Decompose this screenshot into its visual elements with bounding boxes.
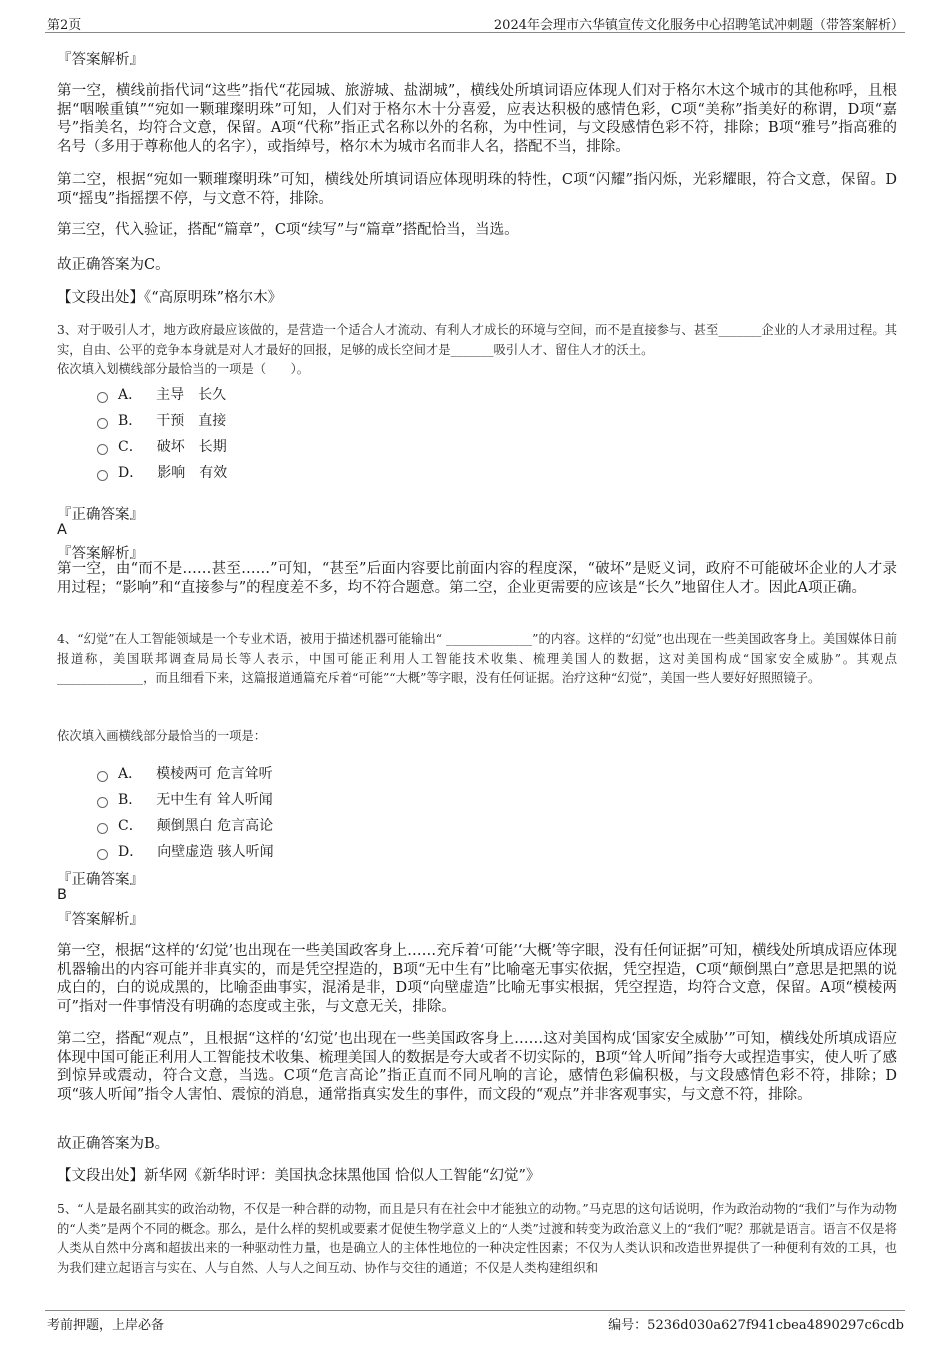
document-title: 2024年会理市六华镇宣传文化服务中心招聘笔试冲刺题（带答案解析） [493,18,904,33]
document-id: 编号：5236d030a627f941cbea4890297c6cdb [608,1318,904,1333]
q2-analysis-label: 『答案解析』 [57,52,144,68]
q3-option-c[interactable]: C． 破坏 长期 [97,436,227,456]
q5-stem: 5、“人是最名副其实的政治动物，不仅是一种合群的动物，而且是只有在社会中才能独立的动物。”马克思的这句话说明，作为政治动物的“我们”与作为动物的“人类”是两个不同的概念。那么，是什么样的契机或要素才促使生物学意义上的“人类”过渡和转变为政治意义上的“我们”呢？那就是语言。语言不仅是将人类从自然中分离和超拔出来的一种驱动性力量，也是确立人的主体性地位的一种决定性因素；不仅为人类认识和改造世界提供了一种便利有效的工具，也为我们建立起语言与实在、人与自然、人与人之间互动、协作与交往的通道；不仅是人类构建组织和 [57,1202,897,1275]
q2-analysis-paragraph-1: 第一空，横线前指代词“这些”指代“花园城、旅游城、盐湖城”，横线处所填词语应体现人们对于格尔木这个城市的其他称呼，且根据“咽喉重镇”“宛如一颗璀璨明珠”可知，人们对于格尔木十分喜爱，应表达积极的感情色彩，C项“美称”指美好的称谓，D项“嘉号”指美名，均符合文意，保留。A项“代称”指正式名称以外的名称，为中性词，与文段感情色彩不符，排除；B项“雅号”指高雅的名号（多用于尊称他人的名字），或指绰号，格尔木为城市名而非人名，搭配不当，排除。 [57,83,897,155]
q4-option-b[interactable]: B． 无中生有 耸人听闻 [97,789,273,809]
radio-button-icon[interactable] [97,392,108,403]
q4-option-a[interactable]: A． 模棱两可 危言耸听 [97,763,273,783]
q4-analysis-label: 『答案解析』 [57,912,144,928]
q4-analysis-paragraph-2: 第二空，搭配“观点”，且根据“这样的‘幻觉’也出现在一些美国政客身上……这对美国构成‘国家安全威胁’”可知，横线处所填成语应体现中国可能正利用人工智能技术收集、梳理美国人的数据是夸大或者不切实际的，B项“耸人听闻”指夸大或捏造事实，使人听了感到惊异或震动，符合文意，当选。C项“危言高论”指正直而不同凡响的言论，感情色彩偏积极，与文段感情色彩不符，排除；D项“骇人听闻”指令人害怕、震惊的消息，通常指真实发生的事件，而文段的“观点”并非客观事实，与文意不符，排除。 [57,1031,897,1103]
radio-button-icon[interactable] [97,771,108,782]
page-number: 第2页 [47,18,82,33]
radio-button-icon[interactable] [97,797,108,808]
q3-prompt: 依次填入划横线部分最恰当的一项是（ ）。 [57,362,310,376]
q3-option-a[interactable]: A． 主导 长久 [97,384,226,404]
q4-answer: B [57,887,67,903]
radio-button-icon[interactable] [97,849,108,860]
q3-analysis: 第一空，由“而不是……甚至……”可知，“甚至”后面内容要比前面内容的程度深，“破坏”是贬义词，政府不可能破坏企业的人才录用过程；“影响”和“直接参与”的程度差不多，均不符合题意。第二空，企业更需要的应该是“长久”地留住人才。因此A项正确。 [57,561,897,596]
footer-slogan: 考前押题，上岸必备 [47,1318,165,1333]
q4-analysis-paragraph-1: 第一空，根据“这样的‘幻觉’也出现在一些美国政客身上……充斥着‘可能’‘大概’等字眼，没有任何证据”可知，横线处所填成语应体现机器输出的内容可能并非真实的，而是凭空捏造的，B项“无中生有”比喻毫无事实依据，凭空捏造，C项“颠倒黑白”意思是把黑的说成白的，白的说成黑的，比喻歪曲事实，混淆是非，D项“向壁虚造”比喻无事实根据，凭空捏造，均符合文意，保留。A项“模棱两可”指对一件事情没有明确的态度或主张，与文意无关，排除。 [57,943,897,1015]
radio-button-icon[interactable] [97,823,108,834]
q2-analysis-paragraph-2: 第二空，根据“宛如一颗璀璨明珠”可知，横线处所填词语应体现明珠的特性，C项“闪耀”指闪烁，光彩耀眼，符合文意，保留。D项“摇曳”指摇摆不停，与文意不符，排除。 [57,172,897,207]
radio-button-icon[interactable] [97,470,108,481]
q2-conclusion: 故正确答案为C。 [57,257,170,273]
footer-divider [45,1310,905,1311]
q4-prompt: 依次填入画横线部分最恰当的一项是： [57,729,267,743]
radio-button-icon[interactable] [97,418,108,429]
q2-analysis-paragraph-3: 第三空，代入验证，搭配“篇章”，C项“续写”与“篇章”搭配恰当，当选。 [57,222,519,238]
q4-option-c[interactable]: C． 颠倒黑白 危言高论 [97,815,273,835]
header-divider [45,32,905,33]
q3-stem: 3、对于吸引人才，地方政府最应该做的，是营造一个适合人才流动、有利人才成长的环境与空间，而不是直接参与、甚至_______企业的人才录用过程。其实，自由、公平的竞争本身就是对人才最好的回报，足够的成长空间才是_______吸引人才、留住人才的沃土。 [57,323,897,357]
q4-answer-label: 『正确答案』 [57,872,144,888]
q4-source: 【文段出处】新华网《新华时评：美国执念抹黑他国 恰似人工智能“幻觉”》 [57,1168,541,1184]
q3-option-b[interactable]: B． 干预 直接 [97,410,226,430]
radio-button-icon[interactable] [97,444,108,455]
q3-answer: A [57,522,67,538]
q3-analysis-label: 『答案解析』 [57,546,144,562]
q3-answer-label: 『正确答案』 [57,507,144,523]
q4-option-d[interactable]: D． 向壁虚造 骇人听闻 [97,841,274,861]
q3-option-d[interactable]: D． 影响 有效 [97,462,227,482]
q4-conclusion: 故正确答案为B。 [57,1136,170,1152]
q2-source: 【文段出处】《“高原明珠”格尔木》 [57,290,283,306]
q4-stem: 4、“幻觉”在人工智能领域是一个专业术语，被用于描述机器可能输出“ ______________”的内容。这样的“幻觉”也出现在一些美国政客身上。美国媒体日前报道称，美国联邦调查局局长等人表示，中国可能正利用人工智能技术收集、梳理美国人的数据，这对美国构成“国家安全威胁”。其观点 ______________，而且细看下来，这篇报道通篇充斥着“可能”“大概”等字眼，没有任何证据。治疗这种“幻觉”，美国一些人要好好照照镜子。 [57,632,897,685]
